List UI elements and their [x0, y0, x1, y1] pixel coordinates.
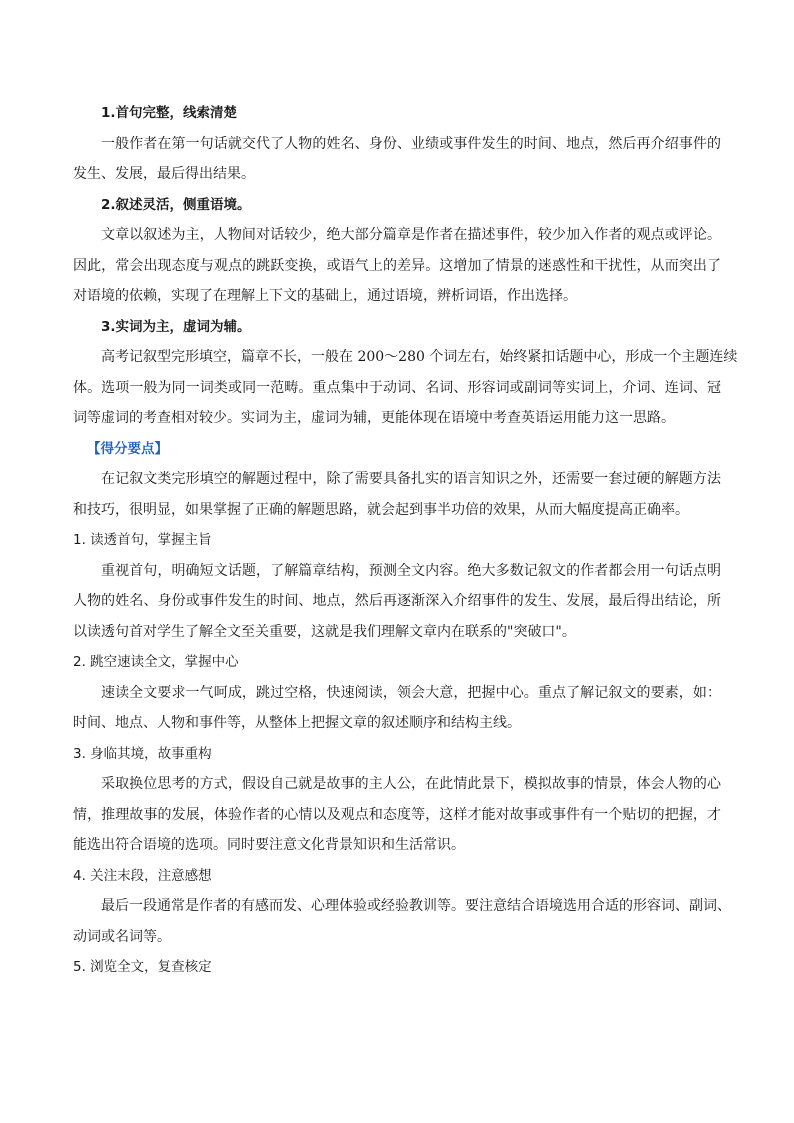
point-heading-2: 2. 跳空速读全文，掌握中心	[73, 654, 239, 670]
paragraph-line: 时间、地点、人物和事件等，从整体上把握文章的叙述顺序和结构主线。	[73, 715, 521, 731]
document-body	[73, 100, 738, 981]
paragraph-line: 采取换位思考的方式，假设自己就是故事的主人公，在此情此景下，模拟故事的情景，体会人物的心	[101, 776, 721, 792]
paragraph-line: 发生、发展，最后得出结果。	[73, 166, 255, 182]
paragraph-line: 速读全文要求一气呵成，跳过空格，快速阅读，领会大意，把握中心。重点了解记叙文的要素，如：	[101, 684, 721, 701]
paragraph-line: 一般作者在第一句话就交代了人物的姓名、身份、业绩或事件发生的时间、地点，然后再介绍事件的	[101, 135, 721, 152]
section-heading-3: 3.实词为主，虚词为辅。	[101, 318, 251, 335]
section-heading-1: 1.首句完整，线索清楚	[101, 105, 238, 121]
paragraph-line: 在记叙文类完形填空的解题过程中，除了需要具备扎实的语言知识之外，还需要一套过硬的解题方法	[101, 471, 721, 487]
paragraph-line: 体。选项一般为同一词类或同一范畴。重点集中于动词、名词、形容词或副词等实词上，介词、连词、冠	[73, 379, 721, 396]
paragraph-line: 因此，常会出现态度与观点的跳跃变换，或语气上的差异。这增加了情景的迷惑性和干扰性，从而突出了	[73, 257, 721, 274]
paragraph-line: 以读透句首对学生了解全文至关重要，这就是我们理解文章内在联系的"突破口"。	[73, 623, 576, 640]
paragraph-line: 词等虚词的考查相对较少。实词为主，虚词为辅，更能体现在语境中考查英语运用能力这一思路。	[73, 410, 675, 426]
point-heading-1: 1. 读透首句，掌握主旨	[73, 532, 212, 548]
paragraph-line: 和技巧，很明显，如果掌握了正确的解题思路，就会起到事半功倍的效果，从而大幅度提高正确率。	[73, 501, 689, 518]
point-heading-5: 5. 浏览全文，复查核定	[73, 959, 212, 975]
paragraph-line: 动词或名词等。	[73, 928, 171, 945]
paragraph-line: 情，推理故事的发展，体验作者的心情以及观点和态度等，这样才能对故事或事件有一个贴切的把握，才	[73, 806, 721, 823]
paragraph-line: 高考记叙型完形填空，篇章不长，一般在 200～280 个词左右，始终紧扣话题中心，形成一个主题连续	[101, 349, 738, 365]
key-points-title: 【得分要点】	[87, 440, 168, 457]
section-heading-2: 2.叙述灵活，侧重语境。	[101, 196, 251, 213]
paragraph-line: 能选出符合语境的选项。同时要注意文化背景知识和生活常识。	[73, 837, 465, 853]
paragraph-line: 文章以叙述为主，人物间对话较少，绝大部分篇章是作者在描述事件，较少加入作者的观点或评论。	[101, 227, 721, 243]
point-heading-4: 4. 关注末段，注意感想	[73, 867, 212, 884]
paragraph-line: 重视首句，明确短文话题，了解篇章结构，预测全文内容。绝大多数记叙文的作者都会用一句话点明	[101, 562, 721, 579]
paragraph-line: 最后一段通常是作者的有感而发、心理体验或经验教训等。要注意结合语境选用合适的形容词、副词、	[101, 898, 731, 914]
paragraph-line: 人物的姓名、身份或事件发生的时间、地点，然后再逐渐深入介绍事件的发生、发展，最后得出结论，所	[73, 593, 721, 609]
point-heading-3: 3. 身临其境，故事重构	[73, 745, 212, 762]
paragraph-line: 对语境的依赖，实现了在理解上下文的基础上，通过语境，辨析词语，作出选择。	[73, 288, 577, 304]
